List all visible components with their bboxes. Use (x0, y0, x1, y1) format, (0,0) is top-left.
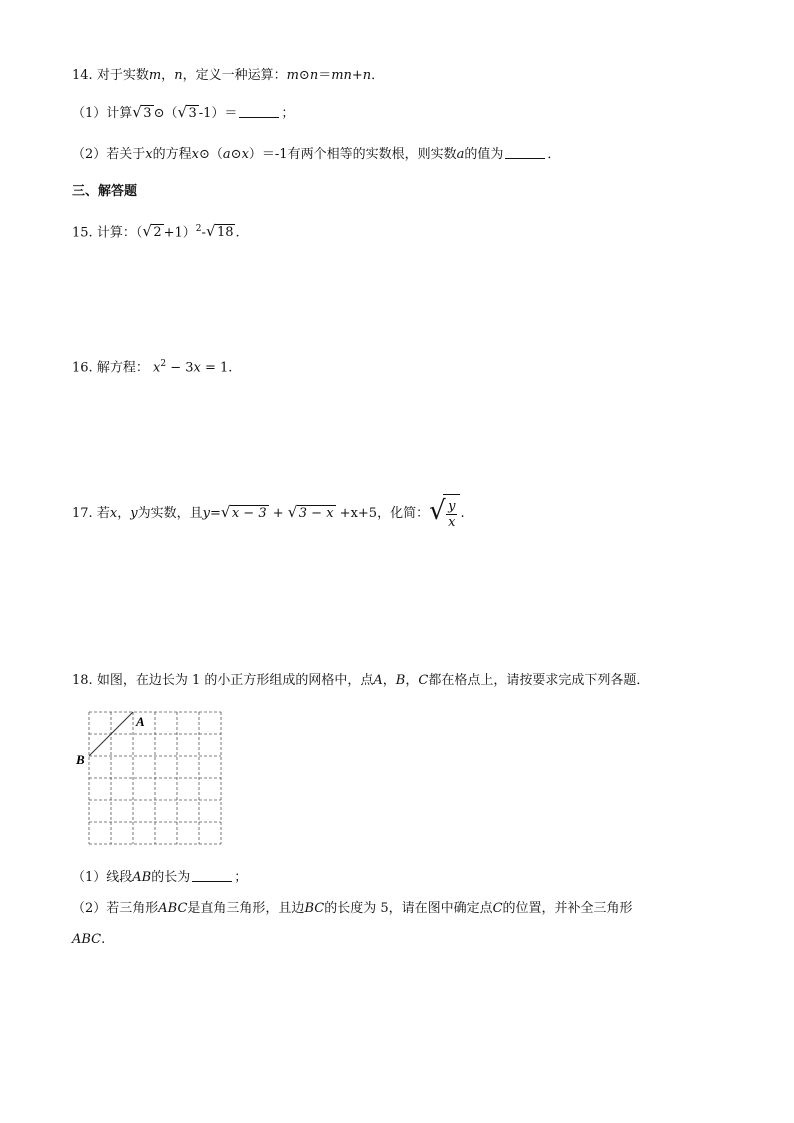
fraction (446, 499, 457, 530)
numerator: y (448, 499, 456, 514)
op-left: m (286, 68, 299, 83)
sqrt-expression (132, 104, 153, 124)
text: 的值为 (464, 147, 504, 162)
var-x: x (145, 147, 153, 162)
text: +x+5，化简： (335, 506, 430, 521)
sep: ， (161, 68, 175, 83)
q18-number: 18. (72, 673, 93, 688)
q17-number: 17. (72, 506, 93, 521)
q15-number: 15. (72, 225, 93, 241)
op-right: n (309, 68, 319, 83)
part-label: （1）计算 (72, 106, 133, 121)
radicand: 2 (153, 225, 162, 241)
var-x: x (152, 360, 161, 376)
radicand: x − 3 (231, 506, 267, 521)
radical-icon: √ (132, 103, 142, 121)
op-result: mn+n (331, 68, 372, 83)
sqrt-fraction (429, 494, 460, 533)
q14-number: 14. (72, 68, 93, 83)
var-a: a (222, 147, 231, 162)
sqrt-expression (288, 496, 336, 532)
part-label: （1）线段 (72, 870, 133, 885)
q14-text: 对于实数 (96, 68, 149, 83)
semicolon: ； (281, 106, 295, 121)
expr: − 3 (166, 360, 194, 376)
radical-icon: √ (142, 222, 152, 241)
radical-icon: √ (205, 222, 216, 241)
period: . (235, 225, 240, 241)
text: 的长为 (151, 870, 191, 885)
text: ）＝-1有两个相等的实数根，则实数 (248, 147, 457, 162)
q18-stem (72, 671, 649, 691)
radical-icon: √ (177, 103, 188, 121)
expr: +1） (163, 225, 196, 241)
label-b: B (395, 673, 406, 688)
sep: ， (405, 673, 419, 688)
label-a: A (373, 673, 383, 688)
var-a: a (456, 147, 465, 162)
odot-symbol: ⊙ (230, 147, 242, 162)
q15-stem (72, 219, 240, 243)
part-label: （2）若三角形 (72, 901, 159, 916)
var-x: x (241, 147, 249, 162)
section-heading: 三、解答题 (72, 184, 138, 199)
q14-part1 (72, 104, 294, 124)
period: . (228, 360, 233, 376)
radical-icon: √ (429, 496, 446, 526)
q16-label: 解方程： (96, 360, 149, 376)
grid-lines (89, 712, 221, 844)
minus: - (201, 225, 206, 241)
plus: + (268, 506, 288, 521)
rhs: = 1 (200, 360, 229, 376)
expr-tail: -1）＝ (198, 106, 238, 121)
triangle-name: ABC (158, 901, 188, 916)
text: 的方程 (152, 147, 192, 162)
period: ． (371, 68, 385, 83)
q18-part2 (72, 899, 633, 919)
text: 的位置，并补全三角形 (502, 901, 633, 916)
text: 是直角三角形，且边 (187, 901, 305, 916)
radicand: 3 (143, 106, 152, 121)
radical-icon: √ (287, 503, 298, 521)
semicolon: ； (234, 870, 248, 885)
period: . (101, 932, 106, 947)
segment-name: BC (304, 901, 325, 916)
sqrt-expression (177, 104, 198, 124)
period: . (460, 506, 465, 521)
radicand: 3 (188, 106, 197, 121)
sqrt-expression (221, 496, 269, 532)
point-name: C (492, 901, 503, 916)
odot-text: ⊙（ (153, 106, 178, 121)
var-x: x (191, 147, 199, 162)
q16-number: 16. (72, 360, 93, 376)
q14-part2 (72, 145, 560, 165)
text: 都在格点上，请按要求完成下列各题． (428, 673, 650, 688)
answer-blank[interactable] (192, 869, 232, 882)
q18-part1 (72, 868, 247, 888)
var-y: y (202, 506, 210, 521)
q16-stem (72, 354, 232, 378)
odot-symbol: ⊙ (298, 68, 310, 83)
odot-text: ⊙（ (198, 147, 223, 162)
text: 为实数，且 (137, 506, 203, 521)
point-a-label: A (136, 714, 145, 729)
label-c: C (418, 673, 429, 688)
var-n: n (174, 68, 183, 83)
triangle-name: ABC (72, 932, 102, 947)
radicand: 18 (216, 225, 234, 241)
sqrt-expression (142, 223, 163, 243)
sep: ， (382, 673, 396, 688)
q17-stem (72, 494, 465, 533)
var-x: x (193, 360, 201, 376)
point-b-label: B (76, 752, 85, 767)
q14-text: ，定义一种运算： (182, 68, 287, 83)
part-label: （2）若关于 (72, 147, 146, 162)
exponent: 2 (160, 359, 167, 369)
q14-stem (72, 66, 384, 86)
q15-label: 计算：（ (96, 225, 143, 241)
period: ． (547, 147, 561, 162)
segment-name: AB (132, 870, 152, 885)
answer-blank[interactable] (505, 146, 545, 159)
var-y: y (130, 506, 138, 521)
answer-blank[interactable] (239, 105, 279, 118)
text: 的长度为 5，请在图中确定点 (324, 901, 493, 916)
text: 若 (96, 506, 110, 521)
var-x: x (109, 506, 118, 521)
q18-part2-cont (72, 930, 105, 950)
var-m: m (148, 68, 162, 83)
text: 如图，在边长为 1 的小正方形组成的网格中，点 (96, 673, 374, 688)
grid-figure (72, 706, 232, 856)
radicand: 3 − x (298, 506, 334, 521)
radical-icon: √ (220, 503, 231, 521)
equals: = (209, 506, 221, 521)
exponent: 2 (195, 224, 202, 234)
equals: ＝ (318, 68, 332, 83)
sep: ， (117, 506, 131, 521)
sqrt-expression (206, 223, 236, 243)
denominator: x (448, 515, 456, 530)
